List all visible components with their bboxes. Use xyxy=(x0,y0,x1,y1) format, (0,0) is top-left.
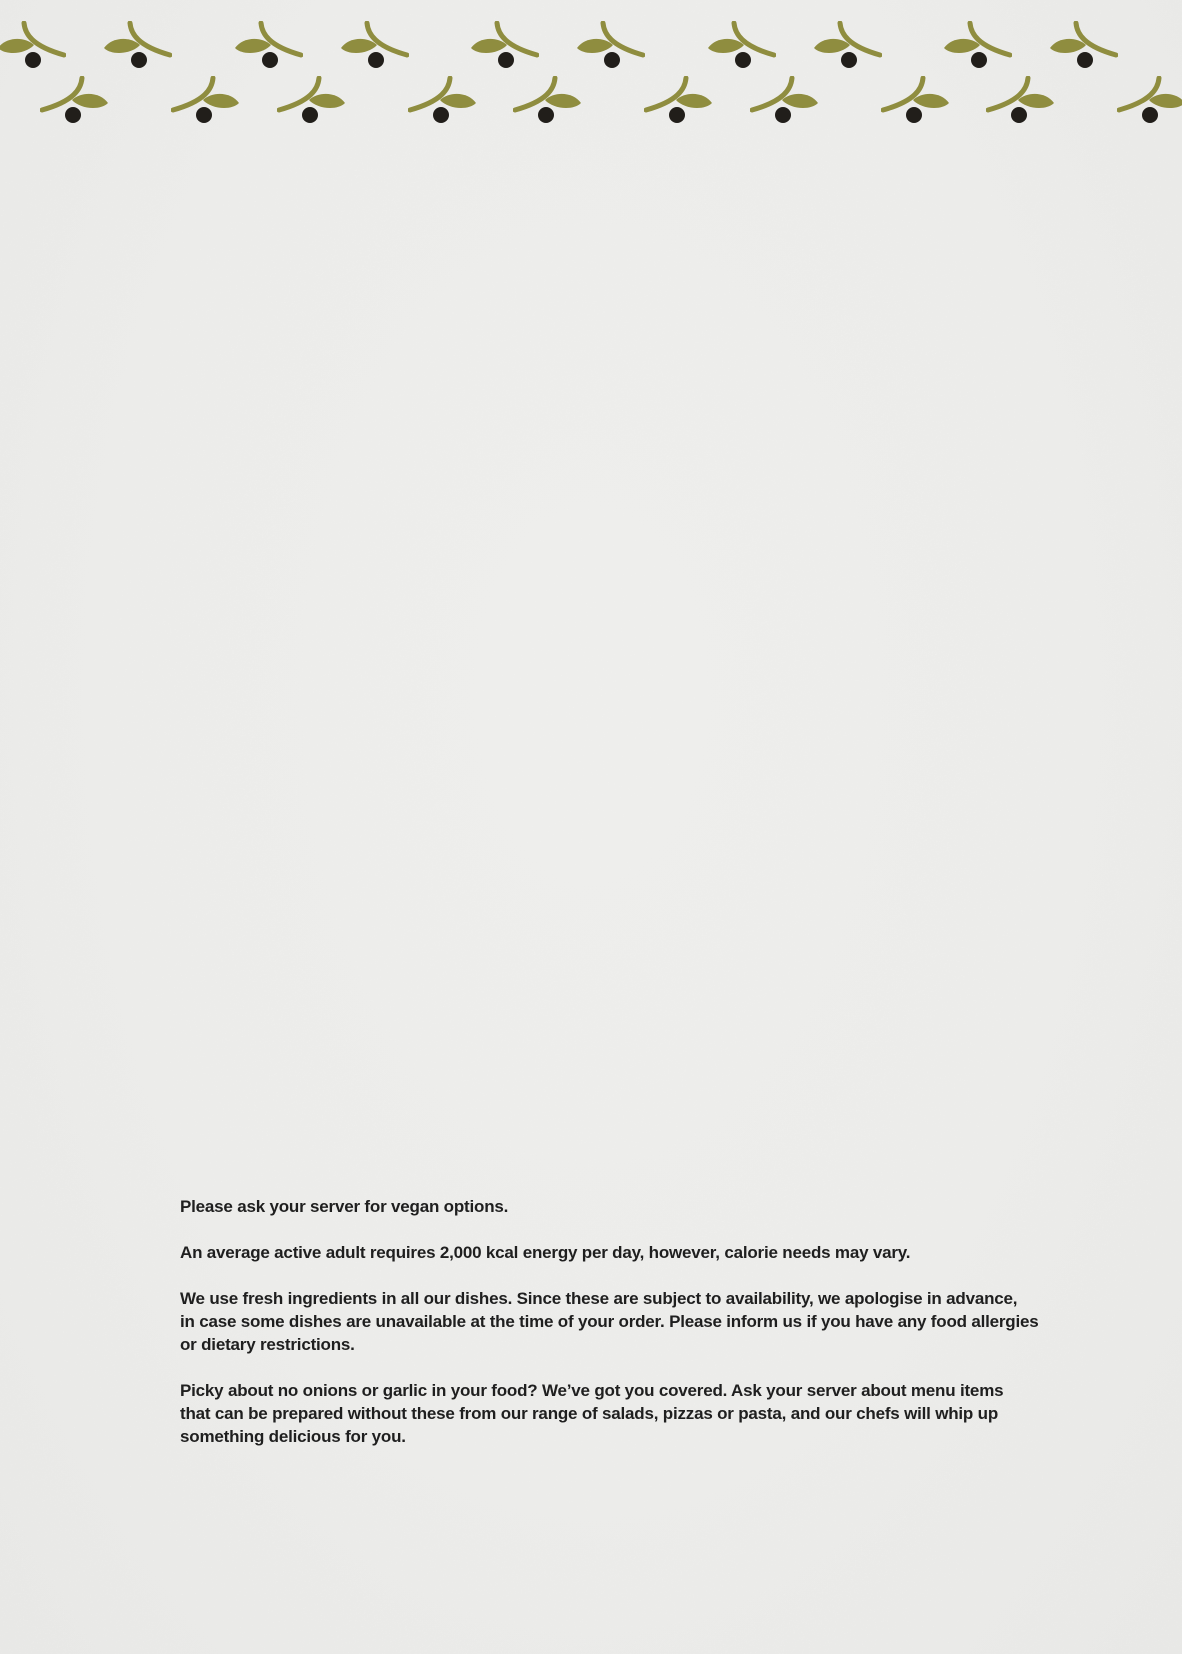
olive-branch-icon xyxy=(986,76,1056,124)
olive-branch-icon xyxy=(40,76,110,124)
olive-branch-icon xyxy=(1048,21,1118,69)
note-line: that can be prepared without these from our range of salads, pizzas or pasta, and our chefs will whip up xyxy=(180,1404,999,1423)
olive-branch-icon xyxy=(750,76,820,124)
note-vegan-options xyxy=(180,1195,1010,1218)
olive-branch-icon xyxy=(277,76,347,124)
olive-branch-icon xyxy=(339,21,409,69)
olive-branch-icon xyxy=(706,21,776,69)
note-line: Please ask your server for vegan options. xyxy=(180,1197,509,1216)
note-calorie-info xyxy=(180,1241,1010,1264)
olive-branch-icon xyxy=(233,21,303,69)
olive-branch-icon xyxy=(812,21,882,69)
olive-branch-icon xyxy=(0,21,66,69)
olive-branch-icon xyxy=(469,21,539,69)
note-line: something delicious for you. xyxy=(180,1427,406,1446)
olive-branch-icon xyxy=(644,76,714,124)
olive-branch-icon xyxy=(102,21,172,69)
olive-branch-icon xyxy=(881,76,951,124)
note-fresh-ingredients xyxy=(180,1287,1039,1356)
olive-branch-icon xyxy=(513,76,583,124)
olive-branch-icon xyxy=(408,76,478,124)
olive-branch-icon xyxy=(171,76,241,124)
footer-notes xyxy=(180,1195,1039,1471)
note-line: or dietary restrictions. xyxy=(180,1335,355,1354)
note-line: An average active adult requires 2,000 kcal energy per day, however, calorie needs may vary. xyxy=(180,1243,911,1262)
olive-branch-border xyxy=(0,0,1182,130)
olive-branch-icon xyxy=(942,21,1012,69)
olive-branch-icon xyxy=(575,21,645,69)
note-line: in case some dishes are unavailable at the time of your order. Please inform us if you have any food allergies xyxy=(180,1312,1039,1331)
note-onion-garlic xyxy=(180,1379,1010,1448)
note-line: Picky about no onions or garlic in your food? We’ve got you covered. Ask your server about menu items xyxy=(180,1381,1004,1400)
note-line: We use fresh ingredients in all our dishes. Since these are subject to availability, we apologise in advance, xyxy=(180,1289,1018,1308)
olive-branch-icon xyxy=(1117,76,1182,124)
